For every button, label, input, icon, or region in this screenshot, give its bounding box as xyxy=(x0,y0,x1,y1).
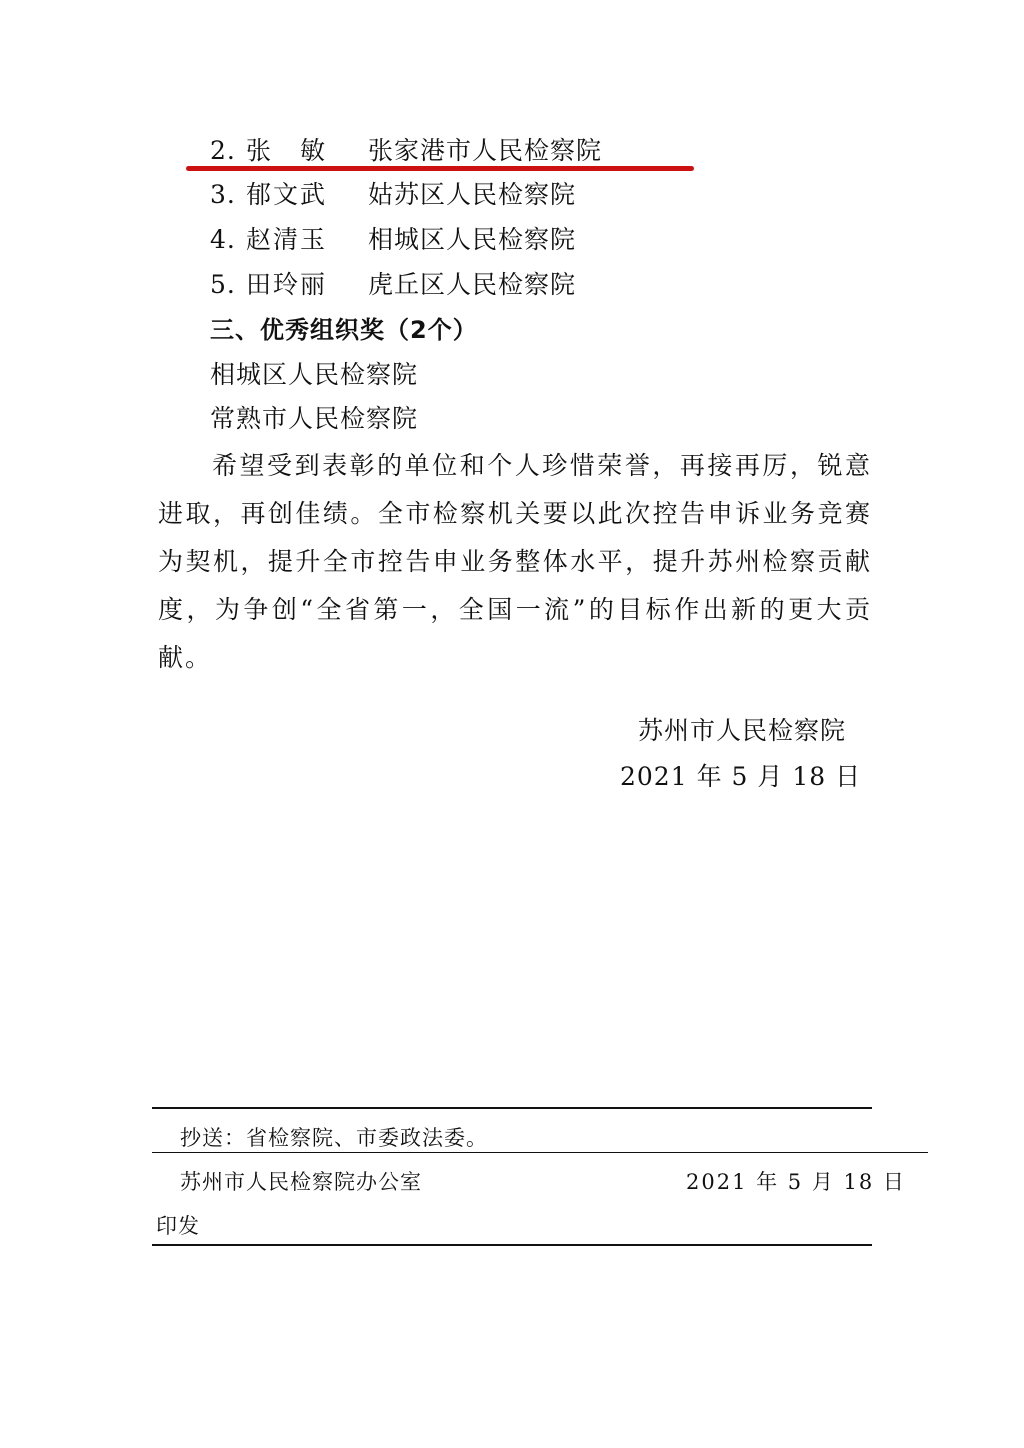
organization-award-unit: 相城区人民检察院 xyxy=(210,360,419,389)
awardee-number: 5. xyxy=(210,270,236,299)
awardee-name: 张 敏 xyxy=(246,136,328,165)
awardee-org: 张家港市人民检察院 xyxy=(368,136,603,165)
awardee-row xyxy=(210,178,576,212)
awardee-name: 赵清玉 xyxy=(246,225,328,254)
signature-organization: 苏州市人民检察院 xyxy=(638,716,847,745)
issuing-office: 苏州市人民检察院办公室 xyxy=(180,1170,422,1194)
footer-bottom-rule xyxy=(152,1244,872,1246)
issue-label: 印发 xyxy=(156,1214,200,1238)
signature-date: 2021 年 5 月 18 日 xyxy=(620,762,862,791)
footer-middle-rule xyxy=(152,1152,928,1153)
awardee-name: 郁文武 xyxy=(246,180,328,209)
awardee-org: 虎丘区人民检察院 xyxy=(368,270,577,299)
awardee-org: 姑苏区人民检察院 xyxy=(368,180,577,209)
organization-award-unit: 常熟市人民检察院 xyxy=(210,404,419,433)
awardee-number: 4. xyxy=(210,225,236,254)
awardee-row xyxy=(210,268,576,302)
awardee-name: 田玲丽 xyxy=(246,270,328,299)
awardee-org: 相城区人民检察院 xyxy=(368,225,577,254)
awardee-row xyxy=(210,134,602,168)
awardee-number: 2. xyxy=(210,136,236,165)
footer-top-rule xyxy=(152,1107,872,1109)
closing-paragraph: 希望受到表彰的单位和个人珍惜荣誉，再接再厉，锐意进取，再创佳绩。全市检察机关要以此次控告申诉业务竞赛为契机，提升全市控告申业务整体水平，提升苏州检察贡献度，为争创“全省第一，全国一流”的目标作出新的更大贡献。 xyxy=(158,451,872,672)
awardee-row xyxy=(210,223,576,257)
cc-line: 抄送：省检察院、市委政法委。 xyxy=(180,1126,488,1150)
red-highlight-underline xyxy=(186,166,694,171)
awardee-number: 3. xyxy=(210,180,236,209)
issue-date: 2021 年 5 月 18 日 xyxy=(686,1170,906,1194)
section-heading: 三、优秀组织奖（2个） xyxy=(210,316,478,344)
